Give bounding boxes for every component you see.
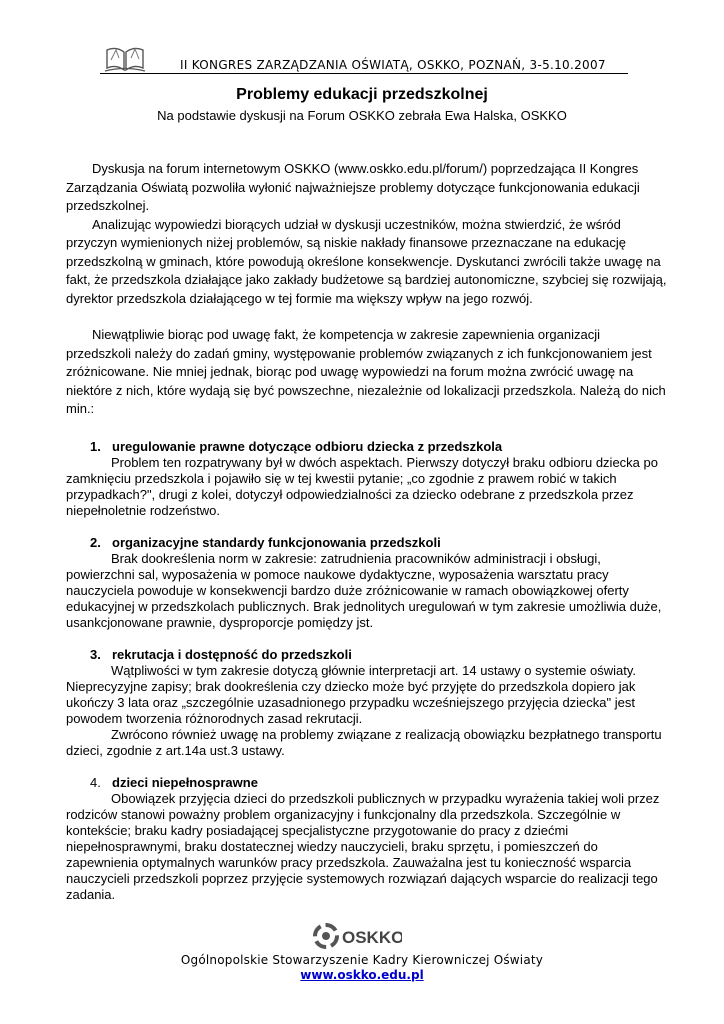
list-item-text: Zwrócono również uwagę na problemy związane z realizacją obowiązku bezpłatnego transportu dzieci, zgodnie z art.14a ust.3 ustawy. — [66, 726, 662, 758]
paragraph: Dyskusja na forum internetowym OSKKO (www.oskko.edu.pl/forum/) poprzedzająca II Kongres Zarządzania Oświatą pozwoliła wyłonić najważniejsze problemy dotyczące funkcjonowania edukacji przedszkolnej. — [66, 161, 640, 213]
list-item-title: organizacyjne standardy funkcjonowania przedszkoli — [112, 534, 441, 550]
oskko-logo — [312, 922, 402, 950]
footer-organization: Ogólnopolskie Stowarzyszenie Kadry Kierowniczej Oświaty — [180, 953, 544, 967]
list-item-text: Obowiązek przyjęcia dzieci do przedszkoli publicznych w przypadku wyrażenia takiej woli przez rodziców stanowi poważny problem organizacyjny i funkcjonalny dla przedszkola. Szczególnie w kontekście; braku kadry posiadającej specjalistyczne przygotowanie do pracy z dziećmi niepełnosprawnymi, braku dostatecznej wiedzy nauczycieli, braku sprzętu, i pomieszczeń do zapewnienia optymalnych warunków pracy przedszkola. Zauważalna jest tu konieczność wsparcia nauczycieli przedszkoli poprzez przyjęcie systemowych rozwiązań dających wsparcie do realizacji tego zadania. — [66, 790, 660, 902]
list-item-text: Problem ten rozpatrywany był w dwóch aspektach. Pierwszy dotyczył braku odbioru dziecka po zamknięciu przedszkola i pojawiło się w tej kwestii pytanie; „co zgodnie z prawem robić w takich przypadkach?", drugi z kolei, dotyczył odpowiedzialności za dziecko odebrane z przedszkola przez niepełnoletnie rodzeństwo. — [66, 454, 658, 518]
problem-list — [66, 439, 668, 903]
list-item-number: 4. — [90, 774, 101, 790]
book-logo-icon — [104, 40, 146, 74]
oskko-logo-text: OSKKO — [342, 928, 402, 947]
header-text: II KONGRES ZARZĄDZANIA OŚWIATĄ, OSKKO, POZNAŃ, 3-5.10.2007 — [180, 58, 606, 72]
list-item-title: uregulowanie prawne dotyczące odbioru dziecka z przedszkola — [112, 438, 503, 454]
list-item-number: 3. — [90, 646, 101, 662]
header-divider — [100, 73, 628, 74]
list-item-number: 2. — [90, 534, 101, 550]
paragraph: Niewątpliwie biorąc pod uwagę fakt, że kompetencja w zakresie zapewnienia organizacji przedszkoli należy do zadań gminy, występowanie problemów związanych z ich funkcjonowaniem jest zróżnicowane. Nie mniej jednak, biorąc pod uwagę wypowiedzi na forum można zwrócić uwagę na niektóre z nich, które wydają się być powszechne, niezależnie od lokalizacji przedszkola. Należą do nich min.: — [66, 327, 666, 416]
list-item-number: 1. — [90, 438, 101, 454]
list-item — [66, 775, 668, 903]
list-item-title: rekrutacja i dostępność do przedszkoli — [112, 646, 352, 662]
list-item — [66, 535, 668, 631]
list-item-title: dzieci niepełnosprawne — [112, 774, 258, 790]
document-title: Problemy edukacji przedszkolnej — [236, 86, 488, 103]
list-item — [66, 439, 668, 519]
footer-link[interactable]: www.oskko.edu.pl — [300, 968, 424, 982]
list-item-text: Brak dookreślenia norm w zakresie: zatrudnienia pracowników administracji i obsługi, powierzchni sal, wyposażenia w pomoce naukowe dydaktyczne, wyposażenia warsztatu pracy nauczyciela powoduje w konsekwencji bardzo duże zróżnicowanie w ramach obowiązkowej oferty edukacyjnej w przedszkolach publicznych. Brak jednolitych uregulowań w tym zakresie umożliwia duże, usankcjonowane prawnie, dysproporcje pomiędzy jst. — [66, 550, 662, 630]
list-item — [66, 647, 668, 759]
list-item-text: Wątpliwości w tym zakresie dotyczą głównie interpretacji art. 14 ustawy o systemie oświaty. Nieprecyzyjne zapisy; brak dookreślenia czy dziecko może być przyjęte do przedszkola dopiero jak ukończy 3 lata oraz „szczególnie uzasadnionego przypadku wcześniejszego przyjęcia dziecka" jest powodem tworzenia różnorodnych zasad rekrutacji. — [66, 662, 637, 726]
document-subtitle: Na podstawie dyskusji na Forum OSKKO zebrała Ewa Halska, OSKKO — [157, 108, 567, 123]
paragraph: Analizując wypowiedzi biorących udział w dyskusji uczestników, można stwierdzić, że wśród przyczyn wymienionych niżej problemów, są niskie nakłady finansowe przeznaczane na edukację przedszkolną w gminach, które powodują określone konsekwencje. Dyskutanci zwrócili także uwagę na fakt, że przedszkola działające jako zakłady budżetowe są bardziej autonomiczne, szybciej się rozwijają, dyrektor przedszkola działającego w tej formie ma większy wpływ na jego rozwój. — [66, 216, 667, 306]
document-body — [66, 160, 668, 903]
